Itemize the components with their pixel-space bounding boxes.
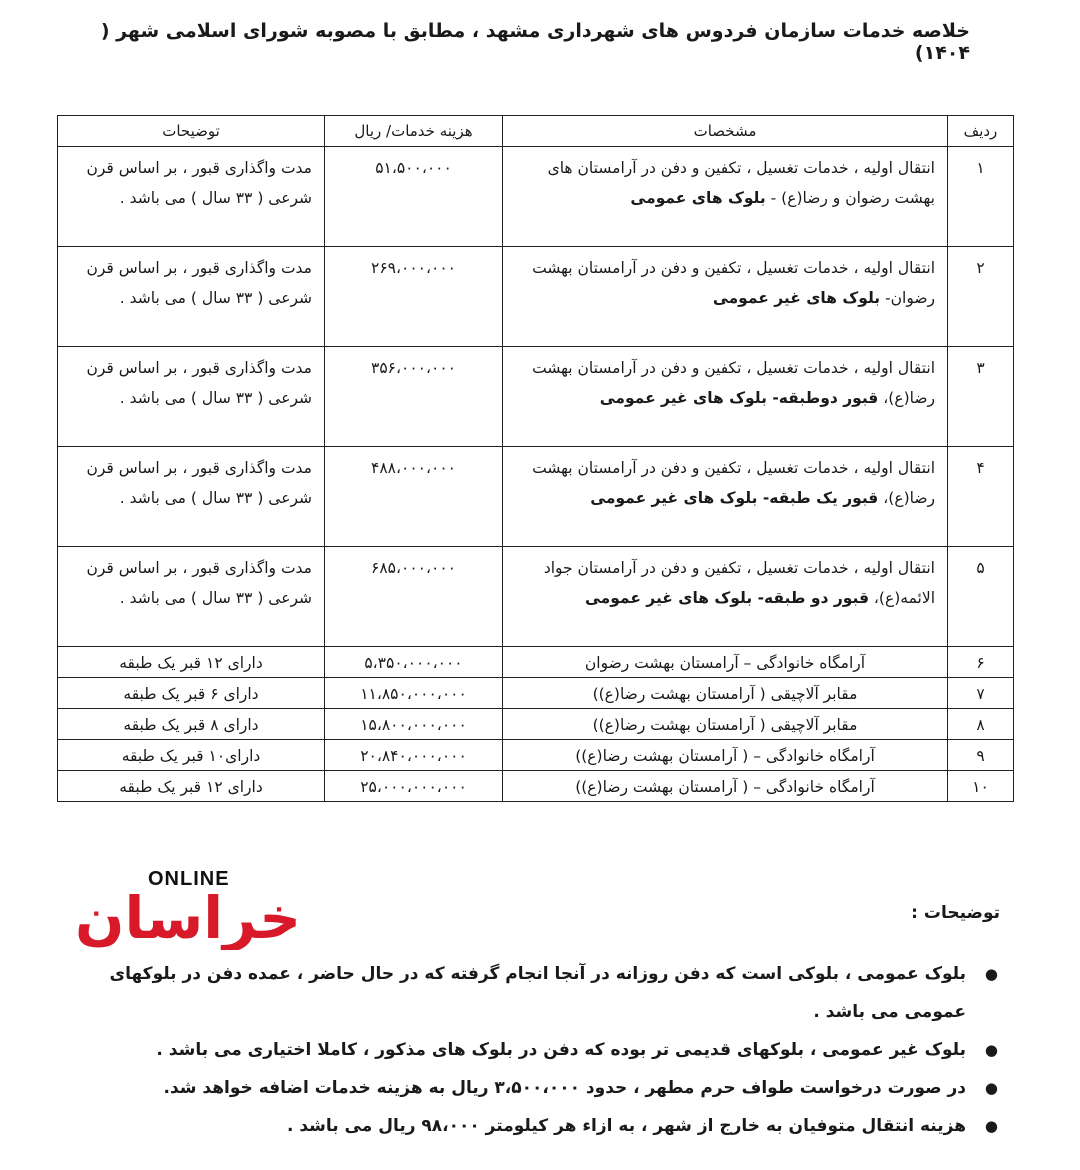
list-item: [70, 1069, 1010, 1107]
note-text: در صورت درخواست طواف حرم مطهر ، حدود ۳،۵۰۰،۰۰۰ ریال به هزینه خدمات اضافه خواهد شد.: [163, 1078, 966, 1098]
row-spec: آرامگاه خانوادگی – ( آرامستان بهشت رضا(ع)): [503, 740, 948, 771]
row-number: ۳: [948, 347, 1014, 447]
row-cost: ۶۸۵،۰۰۰،۰۰۰: [325, 547, 503, 647]
row-desc: مدت واگذاری قبور ، بر اساس قرن شرعی ( ۳۳ سال ) می باشد .: [58, 447, 325, 547]
table-row: [58, 771, 1014, 802]
row-cost: ۲۶۹،۰۰۰،۰۰۰: [325, 247, 503, 347]
row-cost: ۵۱،۵۰۰،۰۰۰: [325, 147, 503, 247]
table-row: [58, 347, 1014, 447]
row-spec: [503, 347, 948, 447]
row-number: ۱۰: [948, 771, 1014, 802]
bullet-icon: ●: [984, 1041, 998, 1059]
row-desc: دارای ۸ قبر یک طبقه: [58, 709, 325, 740]
row-cost: ۳۵۶،۰۰۰،۰۰۰: [325, 347, 503, 447]
table-row: [58, 709, 1014, 740]
table-row: [58, 678, 1014, 709]
row-spec: آرامگاه خانوادگی – ( آرامستان بهشت رضا(ع)): [503, 771, 948, 802]
row-spec-text: انتقال اولیه ، خدمات تغسیل ، تکفین و دفن در آرامستان بهشت رضا(ع)،: [532, 359, 935, 407]
bullet-icon: ●: [984, 965, 998, 983]
row-spec-bold: بلوک های عمومی: [630, 189, 766, 207]
row-number: ۶: [948, 647, 1014, 678]
row-cost: ۱۱،۸۵۰،۰۰۰،۰۰۰: [325, 678, 503, 709]
row-spec: مقابر آلاچیقی ( آرامستان بهشت رضا(ع)): [503, 678, 948, 709]
row-number: ۹: [948, 740, 1014, 771]
note-text: هزینه انتقال متوفیان به خارج از شهر ، به ازاء هر کیلومتر ۹۸،۰۰۰ ریال می باشد .: [286, 1116, 966, 1136]
row-cost: ۱۵،۸۰۰،۰۰۰،۰۰۰: [325, 709, 503, 740]
row-cost: ۲۰،۸۴۰،۰۰۰،۰۰۰: [325, 740, 503, 771]
row-desc: مدت واگذاری قبور ، بر اساس قرن شرعی ( ۳۳ سال ) می باشد .: [58, 147, 325, 247]
row-number: ۱: [948, 147, 1014, 247]
row-desc: دارای ۶ قبر یک طبقه: [58, 678, 325, 709]
row-spec: [503, 147, 948, 247]
page-title: خلاصه خدمات سازمان فردوس های شهرداری مشهد ، مطابق با مصوبه شورای اسلامی شهر ( ۱۴۰۴): [100, 20, 970, 64]
row-spec-bold: قبور یک طبقه- بلوک های غیر عمومی: [590, 489, 879, 507]
row-desc: مدت واگذاری قبور ، بر اساس قرن شرعی ( ۳۳ سال ) می باشد .: [58, 247, 325, 347]
row-spec: آرامگاه خانوادگی – آرامستان بهشت رضوان: [503, 647, 948, 678]
row-spec: [503, 247, 948, 347]
row-number: ۸: [948, 709, 1014, 740]
row-spec-bold: بلوک های غیر عمومی: [712, 289, 881, 307]
table-row: [58, 547, 1014, 647]
list-item: [70, 955, 1010, 1031]
row-spec: مقابر آلاچیقی ( آرامستان بهشت رضا(ع)): [503, 709, 948, 740]
table-row: [58, 147, 1014, 247]
list-item: [70, 1107, 1010, 1145]
row-desc: دارای ۱۲ قبر یک طبقه: [58, 771, 325, 802]
list-item: [70, 1031, 1010, 1069]
row-spec-text: انتقال اولیه ، خدمات تغسیل ، تکفین و دفن در آرامستان بهشت رضا(ع)،: [532, 459, 935, 507]
row-number: ۷: [948, 678, 1014, 709]
table-row: [58, 647, 1014, 678]
table-row: [58, 447, 1014, 547]
table-row: [58, 247, 1014, 347]
bullet-icon: ●: [984, 1117, 998, 1135]
header-desc: توضیحات: [58, 116, 325, 147]
row-desc: دارای۱۰ قبر یک طبقه: [58, 740, 325, 771]
row-desc: دارای ۱۲ قبر یک طبقه: [58, 647, 325, 678]
row-desc: مدت واگذاری قبور ، بر اساس قرن شرعی ( ۳۳ سال ) می باشد .: [58, 347, 325, 447]
row-spec-text: انتقال اولیه ، خدمات تغسیل ، تکفین و دفن در آرامستان بهشت رضوان-: [532, 259, 935, 307]
row-spec-text: انتقال اولیه ، خدمات تغسیل ، تکفین و دفن در آرامستان جواد الائمه(ع)،: [543, 559, 935, 607]
row-cost: ۵،۳۵۰،۰۰۰،۰۰۰: [325, 647, 503, 678]
row-spec-bold: قبور دو طبقه- بلوک های غیر عمومی: [584, 589, 869, 607]
row-cost: ۴۸۸،۰۰۰،۰۰۰: [325, 447, 503, 547]
tariff-table: [57, 115, 1014, 802]
table-row: [58, 740, 1014, 771]
row-cost: ۲۵،۰۰۰،۰۰۰،۰۰۰: [325, 771, 503, 802]
row-number: ۴: [948, 447, 1014, 547]
note-text: بلوک غیر عمومی ، بلوکهای قدیمی تر بوده که دفن در بلوک های مذکور ، کاملا اختیاری می باشد .: [156, 1040, 966, 1060]
row-spec: [503, 447, 948, 547]
header-cost: هزینه خدمات/ ریال: [325, 116, 503, 147]
bullet-icon: ●: [984, 1079, 998, 1097]
row-spec: [503, 547, 948, 647]
row-spec-bold: قبور دوطبقه- بلوک های غیر عمومی: [599, 389, 879, 407]
header-spec: مشخصات: [503, 116, 948, 147]
row-spec-text: انتقال اولیه ، خدمات تغسیل ، تکفین و دفن در آرامستان های بهشت رضوان و رضا(ع) -: [547, 159, 935, 207]
khorasan-online-logo: [70, 864, 300, 950]
notes-heading: توضیحات :: [911, 903, 1000, 923]
notes-list: [70, 955, 1010, 1145]
row-number: ۲: [948, 247, 1014, 347]
note-text: بلوک عمومی ، بلوکی است که دفن روزانه در آنجا انجام گرفته که در حال حاضر ، عمده دفن در بلوکهای عمومی می باشد .: [109, 964, 966, 1022]
header-row-number: ردیف: [948, 116, 1014, 147]
logo-online-text: ONLINE: [148, 868, 230, 890]
table-header-row: [58, 116, 1014, 147]
row-desc: مدت واگذاری قبور ، بر اساس قرن شرعی ( ۳۳ سال ) می باشد .: [58, 547, 325, 647]
logo-name-text: خراسان: [74, 884, 300, 950]
row-number: ۵: [948, 547, 1014, 647]
